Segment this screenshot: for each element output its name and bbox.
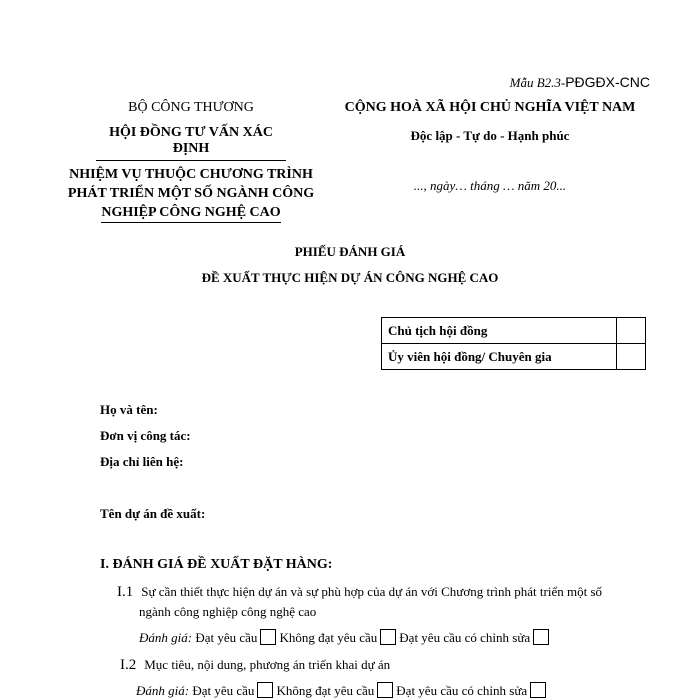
unit-field-label: Đơn vị công tác: (100, 428, 191, 443)
section-heading: I. ĐÁNH GIÁ ĐỀ XUẤT ĐẶT HÀNG: (100, 557, 333, 572)
title-line-1: PHIẾU ĐÁNH GIÁ (294, 244, 406, 259)
mission-title (60, 165, 322, 223)
national-motto: Độc lập - Tự do - Hạnh phúc (410, 128, 570, 143)
form-code-prefix: Mẫu B2.3- (509, 75, 566, 90)
form-code (380, 74, 650, 91)
rating-option-fail: Không đạt yêu cầu (279, 630, 378, 645)
role-checkbox[interactable] (617, 318, 646, 344)
ministry-name: BỘ CÔNG THƯƠNG (128, 100, 254, 115)
rating-option-fail: Không đạt yêu cầu (276, 683, 375, 698)
document-title (0, 244, 700, 286)
role-checkbox[interactable] (617, 344, 646, 370)
mission-line-3: NGHIỆP CÔNG NGHỆ CAO (101, 203, 280, 223)
criterion-item (117, 583, 677, 601)
nation-name: CỘNG HOÀ XÃ HỘI CHỦ NGHĨA VIỆT NAM (344, 100, 636, 115)
rating-option-pass-with-revision: Đạt yêu cầu có chỉnh sửa (399, 630, 531, 645)
role-label: Chủ tịch hội đồng (382, 318, 617, 344)
checkbox[interactable] (260, 629, 276, 645)
form-code-suffix: PĐGĐX-CNC (565, 74, 650, 90)
mission-line-2: PHÁT TRIỂN MỘT SỐ NGÀNH CÔNG (67, 186, 315, 201)
role-table (381, 317, 646, 370)
role-row (382, 344, 646, 370)
rating-row (136, 682, 549, 699)
rating-row (139, 629, 552, 646)
criterion-text-line-1: Sự cần thiết thực hiện dự án và sự phù hợp của dự án với Chương trình phát triển một số (141, 584, 603, 599)
rating-option-pass-with-revision: Đạt yêu cầu có chỉnh sửa (396, 683, 528, 698)
checkbox[interactable] (380, 629, 396, 645)
rating-option-pass: Đạt yêu cầu (192, 683, 255, 698)
checkbox[interactable] (533, 629, 549, 645)
mission-line-1: NHIỆM VỤ THUỘC CHƯƠNG TRÌNH (69, 167, 313, 182)
criterion-number: I.1 (117, 584, 134, 600)
national-header (330, 100, 650, 194)
title-line-2: ĐỀ XUẤT THỰC HIỆN DỰ ÁN CÔNG NGHỆ CAO (201, 270, 499, 285)
name-field-label: Họ và tên: (100, 402, 158, 417)
criterion-text-line-1: Mục tiêu, nội dung, phương án triển khai dự án (144, 657, 391, 672)
council-name: HỘI ĐỒNG TƯ VẤN XÁC ĐỊNH (96, 125, 286, 161)
rating-label: Đánh giá: (139, 630, 193, 645)
rating-label: Đánh giá: (136, 683, 190, 698)
checkbox[interactable] (530, 682, 546, 698)
project-name-field-label: Tên dự án đề xuất: (100, 506, 206, 521)
address-field-label: Địa chỉ liên hệ: (100, 454, 184, 469)
checkbox[interactable] (377, 682, 393, 698)
checkbox[interactable] (257, 682, 273, 698)
role-row (382, 318, 646, 344)
criterion-item (120, 656, 680, 674)
rating-option-pass: Đạt yêu cầu (195, 630, 258, 645)
criterion-text-line-2: ngành công nghiệp công nghệ cao (139, 604, 317, 619)
role-label: Ủy viên hội đồng/ Chuyên gia (382, 344, 617, 370)
issuing-authority (60, 100, 322, 223)
criterion-number: I.2 (120, 657, 137, 673)
date-line: ..., ngày… tháng … năm 20... (413, 178, 567, 193)
